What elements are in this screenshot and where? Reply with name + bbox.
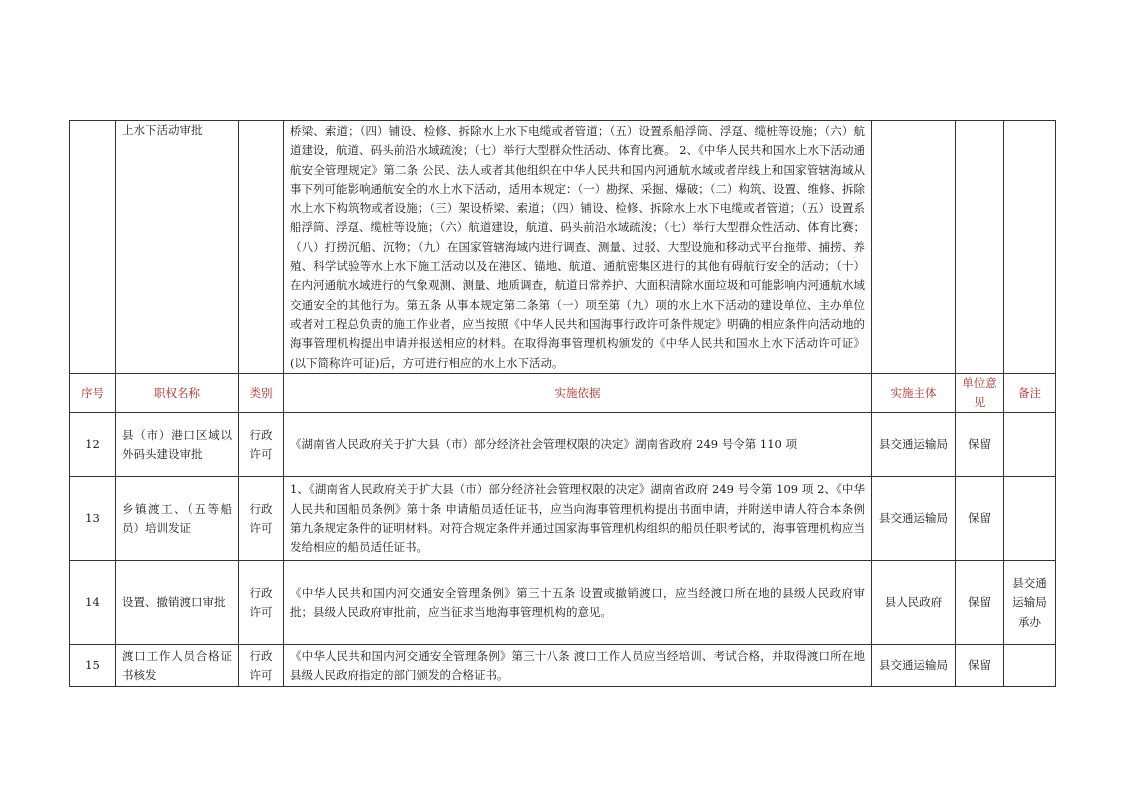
category-cell	[239, 121, 284, 374]
header-name: 职权名称	[116, 373, 239, 413]
seq-cell: 13	[70, 477, 116, 561]
seq-cell: 15	[70, 645, 116, 687]
header-category: 类别	[239, 373, 284, 413]
header-seq: 序号	[70, 373, 116, 413]
seq-cell: 14	[70, 561, 116, 645]
authority-name-cell: 上水下活动审批	[116, 121, 239, 374]
header-remark: 备注	[1004, 373, 1056, 413]
opinion-cell: 保留	[956, 413, 1004, 477]
category-cell: 行政许可	[239, 413, 284, 477]
opinion-cell: 保留	[956, 561, 1004, 645]
table-row-continuation	[70, 121, 1056, 374]
table-row	[70, 413, 1056, 477]
opinion-cell	[956, 121, 1004, 374]
opinion-cell: 保留	[956, 645, 1004, 687]
subject-cell: 县交通运输局	[872, 413, 956, 477]
remark-cell	[1004, 413, 1056, 477]
header-subject: 实施主体	[872, 373, 956, 413]
subject-cell	[872, 121, 956, 374]
authority-name-cell: 设置、撤销渡口审批	[116, 561, 239, 645]
subject-cell: 县交通运输局	[872, 645, 956, 687]
header-basis: 实施依据	[284, 373, 872, 413]
basis-cell: 《湖南省人民政府关于扩大县（市）部分经济社会管理权限的决定》湖南省政府 249 号令第 110 项	[284, 413, 872, 477]
table-row	[70, 645, 1056, 687]
category-cell: 行政许可	[239, 477, 284, 561]
table-row	[70, 561, 1056, 645]
seq-cell	[70, 121, 116, 374]
subject-cell: 县人民政府	[872, 561, 956, 645]
subject-cell: 县交通运输局	[872, 477, 956, 561]
category-cell: 行政许可	[239, 645, 284, 687]
category-cell: 行政许可	[239, 561, 284, 645]
opinion-cell: 保留	[956, 477, 1004, 561]
remark-cell	[1004, 477, 1056, 561]
remark-cell	[1004, 121, 1056, 374]
seq-cell: 12	[70, 413, 116, 477]
authority-table	[69, 120, 1056, 687]
remark-cell: 县交通运输局承办	[1004, 561, 1056, 645]
header-opinion: 单位意见	[956, 373, 1004, 413]
authority-name-cell: 渡口工作人员合格证书核发	[116, 645, 239, 687]
table-row	[70, 477, 1056, 561]
table-header-row	[70, 373, 1056, 413]
basis-cell: 1、《湖南省人民政府关于扩大县（市）部分经济社会管理权限的决定》湖南省政府 249 号令第 109 项 2、《中华人民共和国船员条例》第十条 申请船员适任证书，应当向海事管理机构提出书面申请，并附送申请人符合本条例第九条规定条件的证明材料。对符合规定条件并通过国家海事管理机构组织的船员任职考试的，海事管理机构应当发给相应的船员适任证书。	[284, 477, 872, 561]
basis-cell: 《中华人民共和国内河交通安全管理条例》第三十五条 设置或撤销渡口，应当经渡口所在地的县级人民政府审批；县级人民政府审批前，应当征求当地海事管理机构的意见。	[284, 561, 872, 645]
remark-cell	[1004, 645, 1056, 687]
basis-cell: 《中华人民共和国内河交通安全管理条例》第三十八条 渡口工作人员应当经培训、考试合格，并取得渡口所在地县级人民政府指定的部门颁发的合格证书。	[284, 645, 872, 687]
authority-name-cell: 乡镇渡工、（五等船员）培训发证	[116, 477, 239, 561]
authority-name-cell: 县（市）港口区域以外码头建设审批	[116, 413, 239, 477]
basis-cell: 桥梁、索道；（四）铺设、检修、拆除水上水下电缆或者管道；（五）设置系船浮筒、浮趸、缆桩等设施；（六）航道建设，航道、码头前沿水域疏浚；（七）举行大型群众性活动、体育比赛。 2、《中华人民共和国水上水下活动通航安全管理规定》第二条 公民、法人或者其他组织在中华人民共和国内河通航水域或者岸线上和国家管辖海域从事下列可能影响通航安全的水上水下活动，适用本规定：（一）勘探、采掘、爆破；（二）构筑、设置、维修、拆除水上水下构筑物或者设施；（三）架设桥梁、索道；（四）铺设、检修、拆除水上水下电缆或者管道；（五）设置系船浮筒、浮趸、缆桩等设施；（六）航道建设，航道、码头前沿水域疏浚；（七）举行大型群众性活动、体育比赛；（八）打捞沉船、沉物；（九）在国家管辖海域内进行调查、测量、过驳、大型设施和移动式平台拖带、捕捞、养殖、科学试验等水上水下施工活动以及在港区、锚地、航道、通航密集区进行的其他有碍航行安全的活动；（十）在内河通航水域进行的气象观测、测量、地质调查，航道日常养护、大面积清除水面垃圾和可能影响内河通航水域交通安全的其他行为。第五条 从事本规定第二条第（一）项至第（九）项的水上水下活动的建设单位、主办单位或者对工程总负责的施工作业者，应当按照《中华人民共和国海事行政许可条件规定》明确的相应条件向活动地的海事管理机构提出申请并报送相应的材料。在取得海事管理机构颁发的《中华人民共和国水上水下活动许可证》(以下简称许可证)后，方可进行相应的水上水下活动。	[284, 121, 872, 374]
